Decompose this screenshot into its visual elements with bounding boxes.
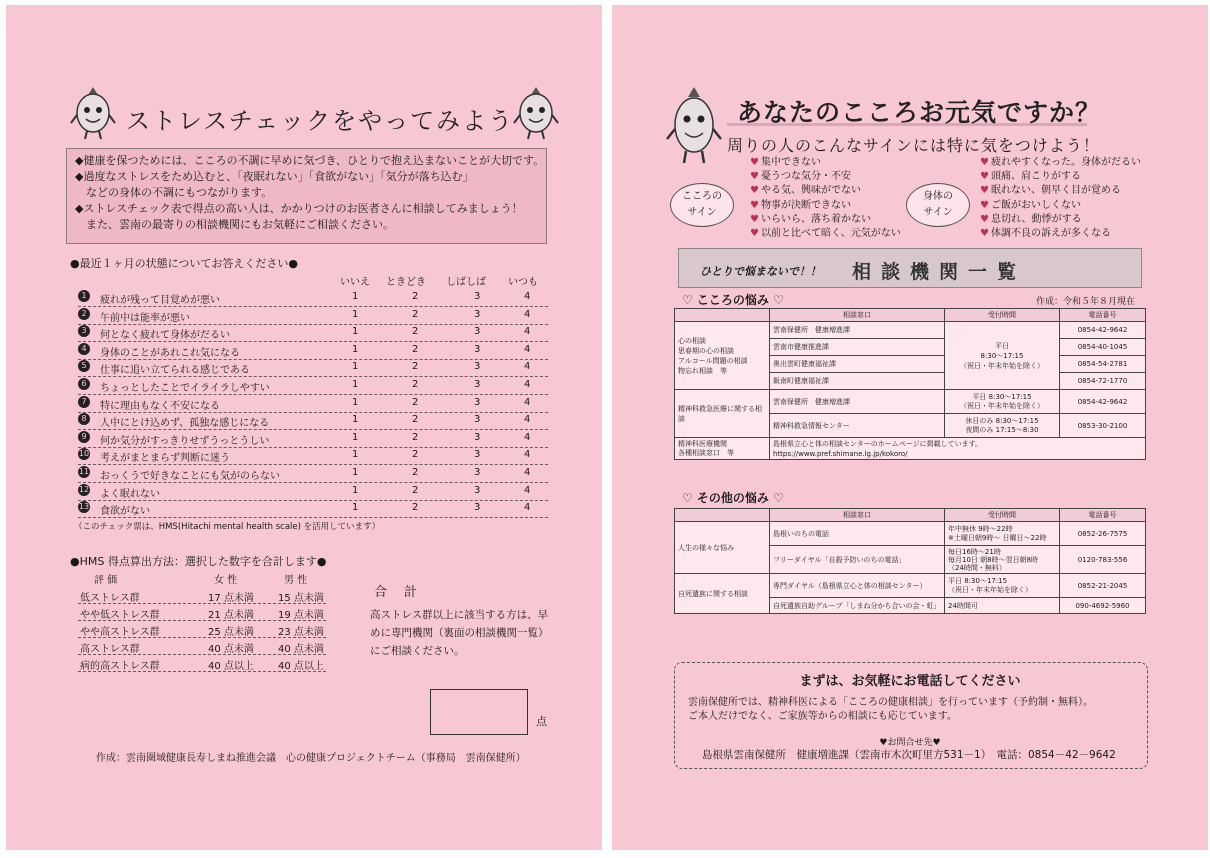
table-cell: 自死遺族自助グループ「しまね分かち合いの会・虹」 xyxy=(770,598,945,614)
list-item: ♥ 眠れない、朝早く目が覚める xyxy=(980,185,1121,197)
question-text: 考えがまとまらず判断に迷う xyxy=(100,453,230,465)
hms-col-header: 女 性 xyxy=(214,575,238,586)
mind-sign-list xyxy=(750,156,901,241)
table-cell: 0854-72-1770 xyxy=(1060,373,1146,390)
answer-option[interactable]: 2 xyxy=(412,343,419,355)
table-cell: フリーダイヤル「自殺予防いのちの電話」 xyxy=(770,546,945,574)
answer-option[interactable]: 3 xyxy=(474,308,481,320)
page-title: ストレスチェックをやってみよう xyxy=(126,107,515,135)
list-item: ♥ 集中できない xyxy=(750,157,821,168)
hms-heading: ●HMS 得点算出方法：選択した数字を合計します● xyxy=(70,555,327,568)
question-row xyxy=(78,465,548,483)
list-item: ♥ 頭痛、肩こりがする xyxy=(980,171,1081,183)
list-item: ♥ 物事が決断できない xyxy=(750,199,851,211)
question-number: 3 xyxy=(78,325,90,337)
list-item: ♥ 息切れ、動悸がする xyxy=(980,213,1082,225)
page-title: あなたのこころお元気ですか？ xyxy=(737,98,1102,127)
answer-option[interactable]: 3 xyxy=(474,291,481,302)
question-number: 12 xyxy=(78,484,90,494)
table-header: 受付時間 xyxy=(945,309,1060,322)
answer-option[interactable]: 2 xyxy=(412,291,419,302)
list-item: ♥ いらいら、落ち着かない xyxy=(750,213,871,225)
intro-line: また、雲南の最寄りの相談機関にもお気軽にご相談ください。 xyxy=(75,218,394,231)
answer-option[interactable]: 1 xyxy=(352,379,359,390)
table-cell: 平日 8:30～17:15 （祝日・年末年始を除く） xyxy=(945,574,1060,598)
table-header: 電話番号 xyxy=(1060,509,1146,522)
answer-col-header: いいえ xyxy=(340,277,370,288)
answer-option[interactable]: 3 xyxy=(474,449,481,461)
question-heading: ●最近１ヶ月の状態についてお答えください● xyxy=(70,257,298,270)
answer-option[interactable]: 4 xyxy=(524,379,531,390)
intro-line: ◆過度なストレスをため込むと、「夜眠れない」「食欲がない」「気分が落ち込む」 xyxy=(75,170,474,183)
table-cell: 0854-42-9642 xyxy=(1060,390,1146,414)
table-cell: 0854-40-1045 xyxy=(1060,339,1146,356)
table-cell: 精神科医療機関 各種相談窓口 等 xyxy=(675,438,770,460)
hms-cell: 低ストレス群 xyxy=(80,593,140,604)
question-text: 何となく疲れて身体がだるい xyxy=(100,330,230,342)
answer-option[interactable]: 1 xyxy=(352,343,359,355)
hms-cell: 40 点未満 xyxy=(278,644,324,655)
answer-option[interactable]: 2 xyxy=(412,449,419,461)
question-row xyxy=(78,342,548,360)
question-text: 特に理由もなく不安になる xyxy=(100,400,220,412)
consultation-table-other xyxy=(674,508,1146,614)
answer-option[interactable]: 4 xyxy=(524,414,531,426)
hms-col-header: 男 性 xyxy=(284,575,308,586)
contact-text: 雲南保健所では、精神科医による「こころの健康相談」を行っています（予約制・無料）。 ご本人だけでなく、ご家族等からの相談にも応じています。 xyxy=(688,697,1093,722)
table-cell: 平日 8:30～17:15 （祝日・年末年始を除く） xyxy=(945,322,1060,390)
question-number: 4 xyxy=(78,343,90,355)
question-number: 5 xyxy=(78,360,90,372)
question-number: 13 xyxy=(78,502,90,512)
contact-address: 島根県雲南保健所 健康増進課（雲南市木次町里方531－1） 電話：0854－42－9642 xyxy=(702,749,1116,761)
score-unit: 点 xyxy=(536,715,547,728)
score-input-box[interactable] xyxy=(430,689,528,735)
table-cell: 毎日16時～21時 毎月10日 朝8時～翌日朝8時 （24時間・無料） xyxy=(945,546,1060,574)
table-cell: 飯南町健康福祉課 xyxy=(770,373,945,390)
body-sign-list xyxy=(980,156,1141,241)
hms-cell: やや低ストレス群 xyxy=(80,610,160,621)
mind-sign-label: こころの サイン xyxy=(670,183,734,227)
stress-check-page xyxy=(6,5,602,850)
question-text: おっくうで好きなことにも気がのらない xyxy=(100,471,280,482)
table-cell: 0852-21-2045 xyxy=(1060,574,1146,598)
answer-option[interactable]: 1 xyxy=(352,502,359,514)
hms-cell: 23 点未満 xyxy=(278,627,324,638)
intro-line: ◆健康を保つためには、こころの不調に早めに気づき、ひとりで抱え込まないことが大切です。 xyxy=(75,154,545,167)
table-cell: 心の相談 思春期の心の相談 アルコール問題の相談 物忘れ相談 等 xyxy=(675,322,770,390)
answer-option[interactable]: 1 xyxy=(352,361,359,373)
answer-option[interactable]: 1 xyxy=(352,308,359,320)
table-cell: 0852-26-7575 xyxy=(1060,522,1146,546)
answer-option[interactable]: 1 xyxy=(352,396,359,408)
answer-option[interactable]: 2 xyxy=(412,431,419,443)
question-number: 1 xyxy=(78,290,90,302)
hms-note: （このチェック票は、HMS(Hitachi mental health scale) を活用しています） xyxy=(74,522,381,532)
answer-option[interactable]: 4 xyxy=(524,396,531,408)
answer-option[interactable]: 4 xyxy=(524,343,531,355)
table-cell: 0854-54-2781 xyxy=(1060,356,1146,373)
answer-option[interactable]: 2 xyxy=(412,326,419,338)
list-item: ♥ ご飯がおいしくない xyxy=(980,199,1081,211)
answer-option[interactable]: 3 xyxy=(474,326,481,338)
answer-option[interactable]: 3 xyxy=(474,361,481,373)
answer-option[interactable]: 4 xyxy=(524,467,531,478)
answer-option[interactable]: 2 xyxy=(412,361,419,373)
answer-option[interactable]: 4 xyxy=(524,484,531,496)
question-row xyxy=(78,395,548,413)
answer-option[interactable]: 2 xyxy=(412,484,419,496)
answer-option[interactable]: 3 xyxy=(474,484,481,496)
table-cell: 奥出雲町健康福祉課 xyxy=(770,356,945,373)
hms-cell: 15 点未満 xyxy=(278,593,324,604)
hms-cell: 高ストレス群 xyxy=(80,644,140,655)
answer-option[interactable]: 2 xyxy=(412,414,419,426)
table-cell: 0120-783-556 xyxy=(1060,546,1146,574)
table-cell: 精神科救急医療に関する相談 xyxy=(675,390,770,438)
contact-title: まずは、お気軽にお電話してください xyxy=(799,674,1021,689)
question-row xyxy=(78,307,548,325)
table-cell: 年中無休 9時～22時 ※土曜日朝9時～ 日曜日～22時 xyxy=(945,522,1060,546)
table-cell: 島根県立心と体の相談センターのホームページに掲載しています。 https://www.pref.shimane.lg.jp/kokoro/ xyxy=(770,438,1146,460)
answer-option[interactable]: 1 xyxy=(352,431,359,443)
answer-option[interactable]: 3 xyxy=(474,414,481,426)
hms-cell: 病的高ストレス群 xyxy=(80,661,160,672)
hms-cell: 19 点未満 xyxy=(278,610,324,621)
intro-line: などの身体の不調にもつながります。 xyxy=(75,186,273,199)
answer-option[interactable]: 1 xyxy=(352,291,359,302)
answer-option[interactable]: 3 xyxy=(474,467,481,478)
answer-option[interactable]: 4 xyxy=(524,326,531,338)
intro-box xyxy=(66,148,547,244)
hms-cell: 17 点未満 xyxy=(208,593,254,604)
total-label: 合 計 xyxy=(374,585,420,600)
subtitle: 周りの人のこんなサインには特に気をつけよう！ xyxy=(727,136,1100,155)
table-header: 電話番号 xyxy=(1060,309,1146,322)
list-item: ♥ 以前と比べて暗く、元気がない xyxy=(750,228,901,240)
question-row xyxy=(78,324,548,342)
answer-option[interactable]: 4 xyxy=(524,291,531,302)
table-cell: 休日のみ 8:30～17:15 夜間のみ 17:15～8:30 xyxy=(945,414,1060,438)
hms-row xyxy=(78,587,326,604)
hms-cell: やや高ストレス群 xyxy=(80,627,160,638)
answer-option[interactable]: 2 xyxy=(412,467,419,478)
question-row xyxy=(78,430,548,448)
table-cell: 24時間可 xyxy=(945,598,1060,614)
answer-option[interactable]: 1 xyxy=(352,326,359,338)
question-text: 午前中は能率が悪い xyxy=(100,312,190,324)
question-number: 9 xyxy=(78,431,90,443)
mascot-icon xyxy=(511,85,561,141)
question-row xyxy=(78,500,548,518)
table-cell: 090-4692-5960 xyxy=(1060,598,1146,614)
question-row xyxy=(78,483,548,501)
table-cell: 自死遺族に関する相談 xyxy=(675,574,770,614)
question-number: 2 xyxy=(78,308,90,320)
answer-option[interactable]: 2 xyxy=(412,502,419,514)
answer-option[interactable]: 3 xyxy=(474,396,481,408)
table-cell: 0854-42-9642 xyxy=(1060,322,1146,339)
table-header: 相談窓口 xyxy=(770,309,945,322)
consultation-table-mind xyxy=(674,308,1146,460)
list-item: ♥ 体調不良の訴えが多くなる xyxy=(980,228,1111,240)
hms-row xyxy=(78,621,326,638)
hms-cell: 21 点未満 xyxy=(208,610,254,621)
table-header: 相談窓口 xyxy=(770,509,945,522)
table-cell: 雲南保健所 健康増進課 xyxy=(770,390,945,414)
answer-option[interactable]: 3 xyxy=(474,431,481,443)
hms-row xyxy=(78,638,326,655)
contact-label: ♥お問合せ先♥ xyxy=(879,738,941,748)
answer-option[interactable]: 2 xyxy=(412,308,419,320)
section-heart-worries: ♡ こころの悩み ♡ xyxy=(682,293,784,307)
question-row xyxy=(78,289,548,307)
question-row xyxy=(78,359,548,377)
consultation-page xyxy=(612,5,1208,850)
answer-option[interactable]: 1 xyxy=(352,467,359,478)
answer-option[interactable]: 4 xyxy=(524,361,531,373)
answer-option[interactable]: 4 xyxy=(524,308,531,320)
answer-col-header: ときどき xyxy=(386,277,426,288)
total-text: 高ストレス群以上に該当する方は、早めに専門機関（裏面の相談機関一覧）にご相談ください。 xyxy=(370,609,549,657)
answer-option[interactable]: 1 xyxy=(352,414,359,426)
hms-header-row xyxy=(78,569,326,585)
question-row xyxy=(78,447,548,465)
table-cell: 0853-30-2100 xyxy=(1060,414,1146,438)
section-other-worries: ♡ その他の悩み ♡ xyxy=(682,491,784,505)
question-text: 食欲がない xyxy=(100,506,150,518)
question-text: ちょっとしたことでイライラしやすい xyxy=(100,383,270,394)
answer-col-header: しばしば xyxy=(446,277,486,288)
answer-option[interactable]: 2 xyxy=(412,379,419,390)
answer-option[interactable]: 2 xyxy=(412,396,419,408)
question-text: 人中にとけ込めず、孤独な感じになる xyxy=(100,418,270,430)
answer-option[interactable]: 1 xyxy=(352,449,359,461)
table-header: 受付時間 xyxy=(945,509,1060,522)
website-link[interactable]: https://www.pref.shimane.lg.jp/kokoro/ xyxy=(773,449,908,458)
created-date: 作成：令和５年８月現在 xyxy=(1036,297,1136,307)
question-number: 11 xyxy=(78,467,90,476)
hms-cell: 40 点以上 xyxy=(278,661,324,672)
hms-cell: 25 点未満 xyxy=(208,627,254,638)
banner-title: 相談機関一覧 xyxy=(852,261,1027,283)
hms-cell: 40 点以上 xyxy=(208,661,254,672)
intro-line: ◆ストレスチェック表で得点の高い人は、かかりつけのお医者さんに相談してみましょう！ xyxy=(75,202,523,215)
hms-row xyxy=(78,604,326,621)
answer-option[interactable]: 1 xyxy=(352,484,359,496)
question-text: 疲れが残って目覚めが悪い xyxy=(100,295,220,306)
table-cell: 専門ダイヤル（島根県立心と体の相談センター） xyxy=(770,574,945,598)
answer-option[interactable]: 3 xyxy=(474,379,481,390)
question-number: 8 xyxy=(78,413,90,425)
question-text: よく眠れない xyxy=(100,488,160,500)
credit: 作成：雲南圏域健康長寿しまね推進会議 心の健康プロジェクトチーム（事務局 雲南保健所） xyxy=(96,753,526,764)
question-row xyxy=(78,377,548,395)
body-sign-label: 身体の サイン xyxy=(906,183,970,227)
mascot-icon xyxy=(68,85,118,141)
answer-option[interactable]: 3 xyxy=(474,502,481,514)
hms-col-header: 評 価 xyxy=(94,575,118,586)
list-item: ♥ 疲れやすくなった。身体がだるい xyxy=(980,157,1141,168)
answer-option[interactable]: 3 xyxy=(474,343,481,355)
table-cell: 雲南保健所 健康増進課 xyxy=(770,322,945,339)
question-row xyxy=(78,412,548,430)
banner-tagline: ひとりで悩まないで！！ xyxy=(700,265,821,278)
question-text: 仕事に追い立てられる感じである xyxy=(100,365,250,377)
table-cell: 平日 8:30～17:15 （祝日・年末年始を除く） xyxy=(945,390,1060,414)
question-number: 10 xyxy=(78,449,90,459)
table-cell: 島根いのちの電話 xyxy=(770,522,945,546)
answer-option[interactable]: 4 xyxy=(524,431,531,443)
answer-option[interactable]: 4 xyxy=(524,449,531,461)
answer-col-header: いつも xyxy=(508,277,538,288)
question-text: 何か気分がすっきりせずうっとうしい xyxy=(100,435,270,447)
question-number: 6 xyxy=(78,378,90,390)
question-number: 7 xyxy=(78,396,90,408)
table-cell: 雲南市健康推進課 xyxy=(770,339,945,356)
table-cell: 人生の様々な悩み xyxy=(675,522,770,574)
hms-row xyxy=(78,655,326,672)
list-item: ♥ 憂うつな気分・不安 xyxy=(750,171,851,183)
mascot-icon xyxy=(664,85,724,167)
list-item: ♥ やる気、興味がでない xyxy=(750,185,861,197)
question-text: 身体のことがあれこれ気になる xyxy=(100,347,240,359)
table-cell: 精神科救急情報センター xyxy=(770,414,945,438)
hms-cell: 40 点未満 xyxy=(208,644,254,655)
answer-option[interactable]: 4 xyxy=(524,502,531,514)
